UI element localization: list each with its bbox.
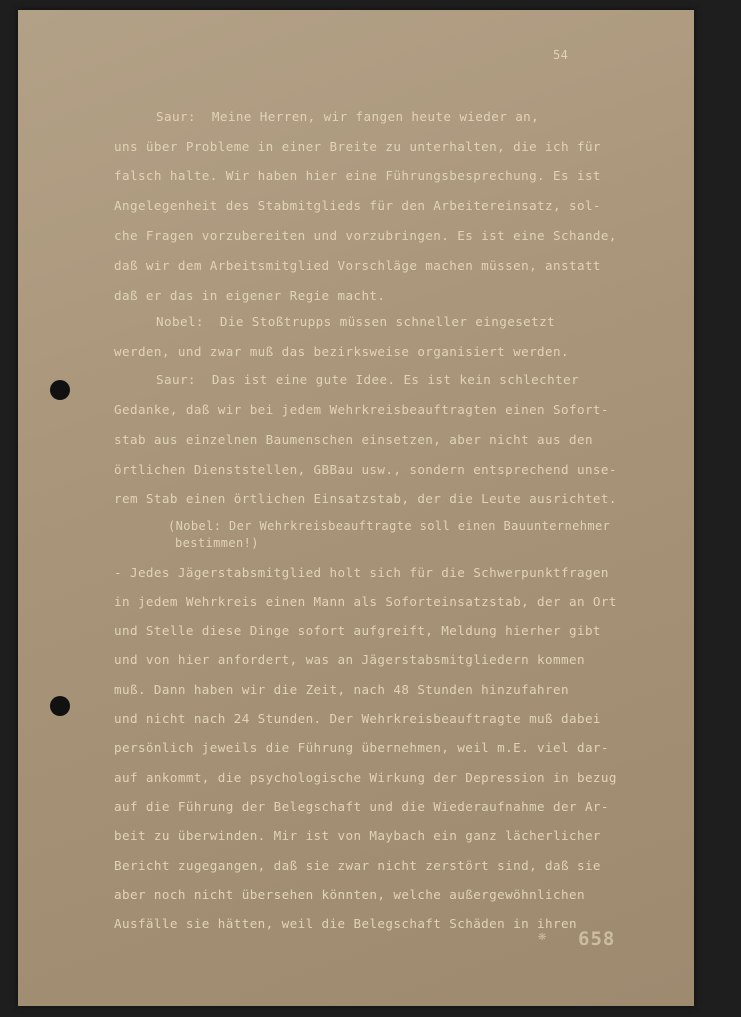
text-line: uns über Probleme in einer Breite zu unterhalten, die ich für bbox=[114, 139, 601, 154]
text-line: und von hier anfordert, was an Jägerstabsmitgliedern kommen bbox=[114, 652, 585, 667]
text-line: örtlichen Dienststellen, GBBau usw., sondern entsprechend unse- bbox=[114, 462, 617, 477]
text-line: Ausfälle sie hätten, weil die Belegschaft Schäden in ihren bbox=[114, 916, 577, 931]
page-number: 54 bbox=[553, 48, 569, 62]
punch-hole bbox=[50, 696, 70, 716]
text-line: che Fragen vorzubereiten und vorzubringen. Es ist eine Schande, bbox=[114, 228, 617, 243]
text-line: auf ankommt, die psychologische Wirkung der Depression in bezug bbox=[114, 770, 617, 785]
text-line: falsch halte. Wir haben hier eine Führungsbesprechung. Es ist bbox=[114, 168, 601, 183]
text-line: Gedanke, daß wir bei jedem Wehrkreisbeauftragten einen Sofort- bbox=[114, 402, 609, 417]
archive-stamp-number: 658 bbox=[578, 928, 616, 950]
text-line: daß er das in eigener Regie macht. bbox=[114, 288, 386, 303]
text-line: Saur: Das ist eine gute Idee. Es ist kein schlechter bbox=[156, 372, 580, 387]
text-line: in jedem Wehrkreis einen Mann als Soforteinsatzstab, der an Ort bbox=[114, 594, 617, 609]
text-line: aber noch nicht übersehen könnten, welche außergewöhnlichen bbox=[114, 887, 585, 902]
text-line: daß wir dem Arbeitsmitglied Vorschläge machen müssen, anstatt bbox=[114, 258, 601, 273]
text-line: muß. Dann haben wir die Zeit, nach 48 Stunden hinzufahren bbox=[114, 682, 569, 697]
text-line: und Stelle diese Dinge sofort aufgreift, Meldung hierher gibt bbox=[114, 623, 601, 638]
text-line: Saur: Meine Herren, wir fangen heute wieder an, bbox=[156, 109, 540, 124]
text-line: beit zu überwinden. Mir ist von Maybach ein ganz lächerlicher bbox=[114, 828, 601, 843]
text-line: rem Stab einen örtlichen Einsatzstab, der die Leute ausrichtet. bbox=[114, 491, 617, 506]
text-line: bestimmen!) bbox=[175, 536, 259, 550]
text-line: auf die Führung der Belegschaft und die Wiederaufnahme der Ar- bbox=[114, 799, 609, 814]
text-line: (Nobel: Der Wehrkreisbeauftragte soll einen Bauunternehmer bbox=[168, 519, 611, 533]
text-line: stab aus einzelnen Baumenschen einsetzen, aber nicht aus den bbox=[114, 432, 593, 447]
punch-hole bbox=[50, 380, 70, 400]
text-line: Bericht zugegangen, daß sie zwar nicht zerstört sind, daß sie bbox=[114, 858, 601, 873]
text-line: Angelegenheit des Stabmitglieds für den Arbeitereinsatz, sol- bbox=[114, 198, 601, 213]
text-line: persönlich jeweils die Führung übernehmen, weil m.E. viel dar- bbox=[114, 740, 609, 755]
text-line: - Jedes Jägerstabsmitglied holt sich für die Schwerpunktfragen bbox=[114, 565, 609, 580]
stamp-mark-icon: ❋ bbox=[538, 928, 547, 944]
text-line: Nobel: Die Stoßtrupps müssen schneller eingesetzt bbox=[156, 314, 556, 329]
text-line: werden, und zwar muß das bezirksweise organisiert werden. bbox=[114, 344, 569, 359]
text-line: und nicht nach 24 Stunden. Der Wehrkreisbeauftragte muß dabei bbox=[114, 711, 601, 726]
document-page bbox=[18, 10, 694, 1006]
